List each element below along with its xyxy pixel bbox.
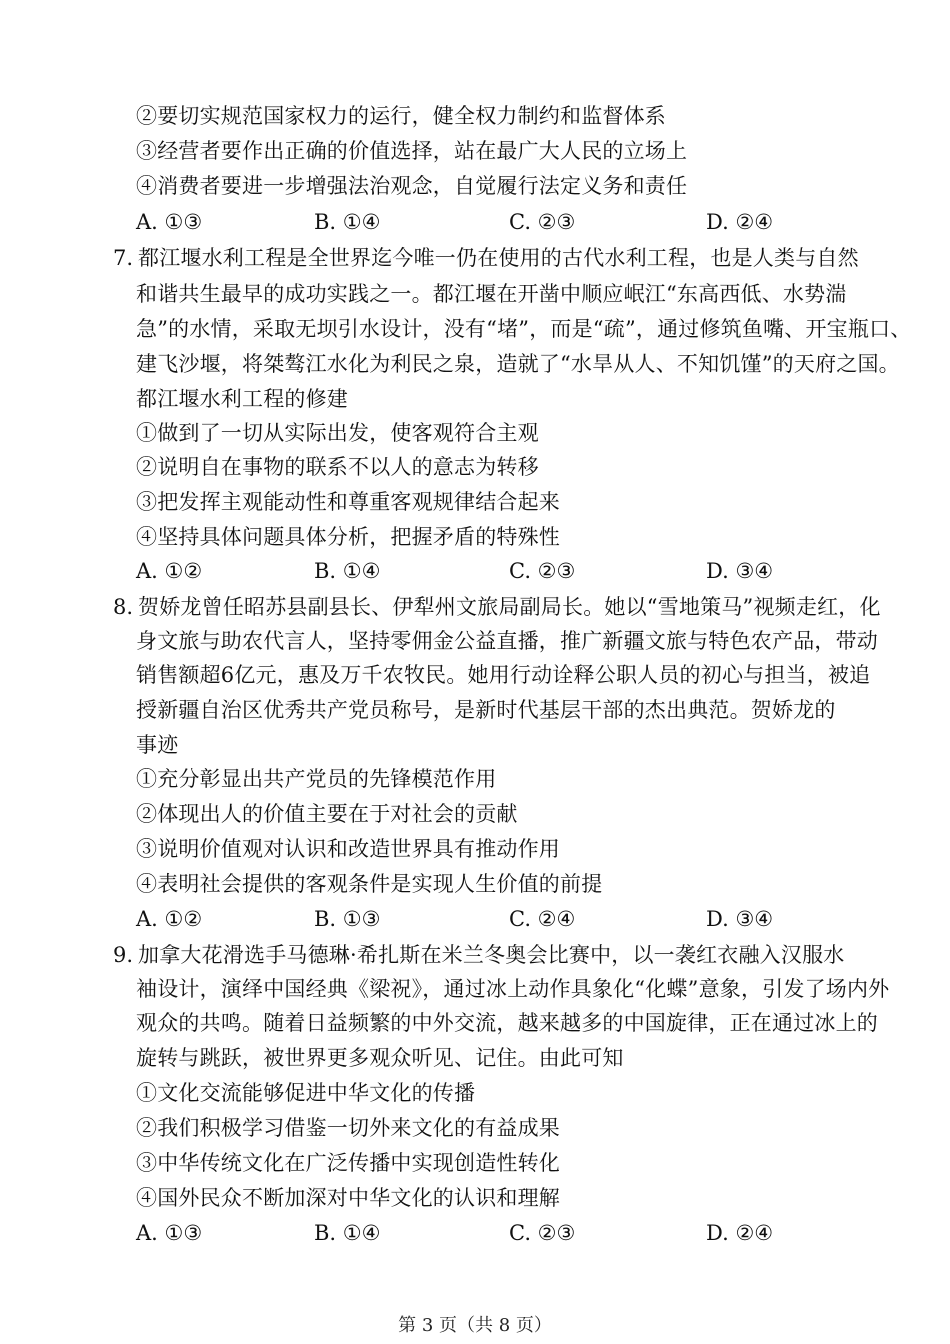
- q8-statement-3: ③说明价值观对认识和改造世界具有推动作用: [136, 837, 560, 861]
- q8-number: 8.: [113, 595, 134, 619]
- q9-option-c: C. ②③: [509, 1221, 576, 1245]
- page-number-footer: 第 3 页（共 8 页）: [398, 1315, 552, 1336]
- q9-statement-4: ④国外民众不断加深对中华文化的认识和理解: [136, 1186, 560, 1210]
- q8-option-b: B. ①③: [314, 907, 381, 931]
- q7-statement-3: ③把发挥主观能动性和尊重客观规律结合起来: [136, 490, 560, 514]
- q6-options: [136, 207, 896, 237]
- q9-option-b: B. ①④: [314, 1221, 381, 1245]
- q9-stem-line-4: 旋转与跳跃，被世界更多观众听见、记住。由此可知: [136, 1046, 624, 1070]
- q7-number: 7.: [113, 246, 134, 270]
- q7-stem-line-1: 都江堰水利工程是全世界迄今唯一仍在使用的古代水利工程，也是人类与自然: [138, 246, 859, 270]
- q9-option-d: D. ②④: [706, 1221, 774, 1245]
- q9-option-a: A. ①③: [136, 1221, 203, 1245]
- q9-stem-line-2: 袖设计，演绎中国经典《梁祝》，通过冰上动作具象化“化蝶”意象，引发了场内外: [136, 977, 890, 1001]
- q7-statement-2: ②说明自在事物的联系不以人的意志为转移: [136, 455, 539, 479]
- q8-options: [136, 904, 896, 934]
- q6-statement-2: ②要切实规范国家权力的运行，健全权力制约和监督体系: [136, 104, 666, 128]
- q7-statement-4: ④坚持具体问题具体分析，把握矛盾的特殊性: [136, 525, 560, 549]
- q8-option-c: C. ②④: [509, 907, 576, 931]
- q9-statement-3: ③中华传统文化在广泛传播中实现创造性转化: [136, 1151, 560, 1175]
- q6-option-b: B. ①④: [314, 210, 381, 234]
- q8-stem-line-2: 身文旅与助农代言人，坚持零佣金公益直播，推广新疆文旅与特色农产品，带动: [136, 629, 878, 653]
- q8-stem-line-5: 事迹: [136, 733, 179, 757]
- q8-stem-line-4: 授新疆自治区优秀共产党员称号，是新时代基层干部的杰出典范。贺娇龙的: [136, 698, 836, 722]
- q6-option-a: A. ①③: [136, 210, 203, 234]
- q8-statement-1: ①充分彰显出共产党员的先锋模范作用: [136, 767, 497, 791]
- q8-stem-line-1: 贺娇龙曾任昭苏县副县长、伊犁州文旅局副局长。她以“雪地策马”视频走红，化: [138, 595, 881, 619]
- q7-stem-line-2: 和谐共生最早的成功实践之一。都江堰在开凿中顺应岷江“东高西低、水势湍: [136, 282, 847, 306]
- q8-stem-line-3: 销售额超6亿元，惠及万千农牧民。她用行动诠释公职人员的初心与担当，被追: [136, 663, 871, 687]
- q8-option-d: D. ③④: [706, 907, 774, 931]
- q9-statement-1: ①文化交流能够促进中华文化的传播: [136, 1081, 476, 1105]
- q8-statement-2: ②体现出人的价值主要在于对社会的贡献: [136, 802, 518, 826]
- q6-statement-3: ③经营者要作出正确的价值选择，站在最广大人民的立场上: [136, 139, 688, 163]
- q7-statement-1: ①做到了一切从实际出发，使客观符合主观: [136, 421, 539, 445]
- q9-statement-2: ②我们积极学习借鉴一切外来文化的有益成果: [136, 1116, 560, 1140]
- q6-option-d: D. ②④: [706, 210, 774, 234]
- q9-stem-line-1: 加拿大花滑选手马德琳·希扎斯在米兰冬奥会比赛中，以一袭红衣融入汉服水: [138, 943, 845, 967]
- q7-option-a: A. ①②: [136, 559, 203, 583]
- q9-number: 9.: [113, 943, 134, 967]
- q7-stem-line-3: 急”的水情，采取无坝引水设计，没有“堵”，而是“疏”，通过修筑鱼嘴、开宝瓶口、: [136, 317, 912, 341]
- q7-stem-line-4: 建飞沙堰，将桀骜江水化为利民之泉，造就了“水旱从人、不知饥馑”的天府之国。: [136, 352, 900, 376]
- q8-statement-4: ④表明社会提供的客观条件是实现人生价值的前提: [136, 872, 603, 896]
- q7-option-d: D. ③④: [706, 559, 774, 583]
- q9-options: [136, 1218, 896, 1248]
- q7-option-b: B. ①④: [314, 559, 381, 583]
- q6-statement-4: ④消费者要进一步增强法治观念，自觉履行法定义务和责任: [136, 174, 688, 198]
- q7-options: [136, 556, 896, 586]
- q9-stem-line-3: 观众的共鸣。随着日益频繁的中外交流，越来越多的中国旋律，正在通过冰上的: [136, 1011, 878, 1035]
- q8-option-a: A. ①②: [136, 907, 203, 931]
- q7-option-c: C. ②③: [509, 559, 576, 583]
- q6-option-c: C. ②③: [509, 210, 576, 234]
- q7-stem-line-5: 都江堰水利工程的修建: [136, 387, 348, 411]
